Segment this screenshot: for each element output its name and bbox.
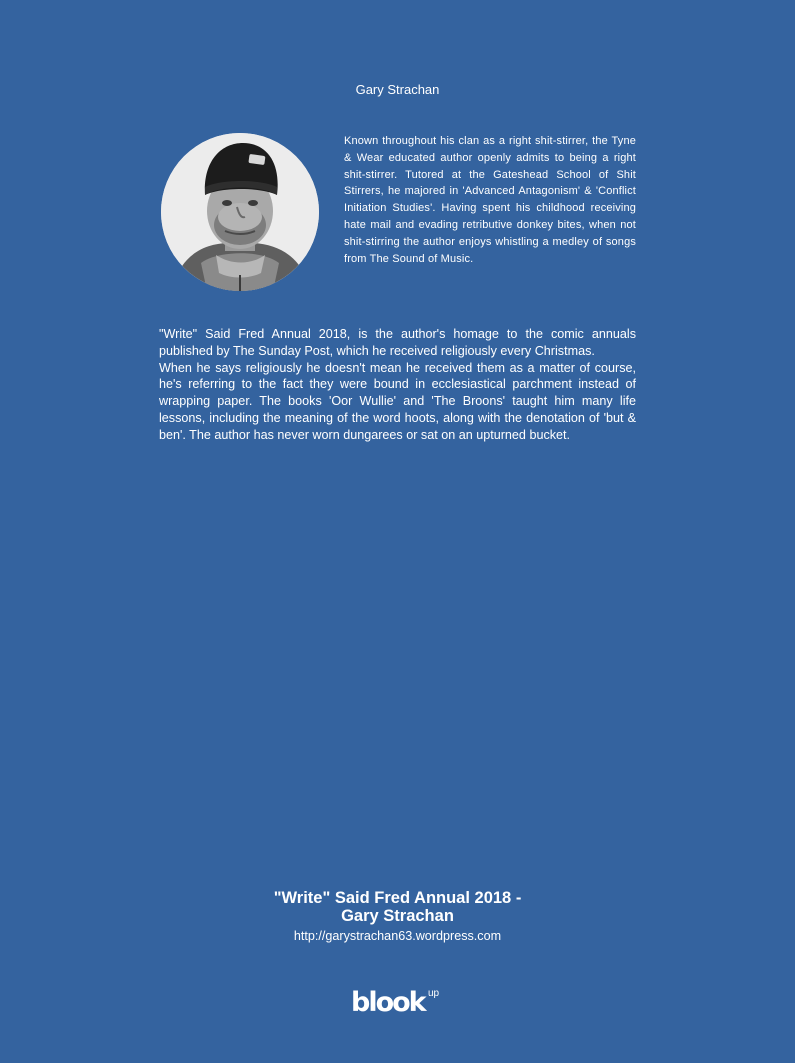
logo-superscript: up <box>428 988 440 999</box>
author-photo <box>161 133 319 291</box>
blookup-logo <box>351 988 447 1022</box>
author-bio: Known throughout his clan as a right shit-stirrer, the Tyne & Wear educated author openly admits to being a right shit-stirrer. Tutored at the Gateshead School of Shit Stirrers, he majored in 'Advanced Antagonism' & 'Conflict Initiation Studies'. Having spent his childhood receiving hate mail and evading retributive donkey bites, when not shit-stirring the author enjoys whistling a medley of songs from The Sound of Music. <box>344 135 636 265</box>
author-name: Gary Strachan <box>355 82 440 97</box>
logo-word: blook <box>351 987 425 1018</box>
book-description <box>159 326 636 444</box>
book-description-paragraph: "Write" Said Fred Annual 2018, is the author's homage to the comic annuals published by The Sunday Post, which he received religiously every Christmas. <box>159 327 636 358</box>
book-title-line: "Write" Said Fred Annual 2018 - <box>273 889 522 907</box>
book-title-line: Gary Strachan <box>341 907 454 925</box>
book-title <box>0 889 795 925</box>
book-description-paragraph: When he says religiously he doesn't mean he received them as a matter of course, he's referring to the fact they were bound in ecclesiastical parchment instead of wrapping paper. The books 'Oor Wullie' and 'The Broons' taught him many life lessons, including the meaning of the word hoots, along with the denotation of 'but & ben'. The author has never worn dungarees or sat on an upturned bucket. <box>159 360 636 442</box>
author-photo-image <box>161 133 319 291</box>
book-url-link[interactable]: http://garystrachan63.wordpress.com <box>293 929 502 943</box>
